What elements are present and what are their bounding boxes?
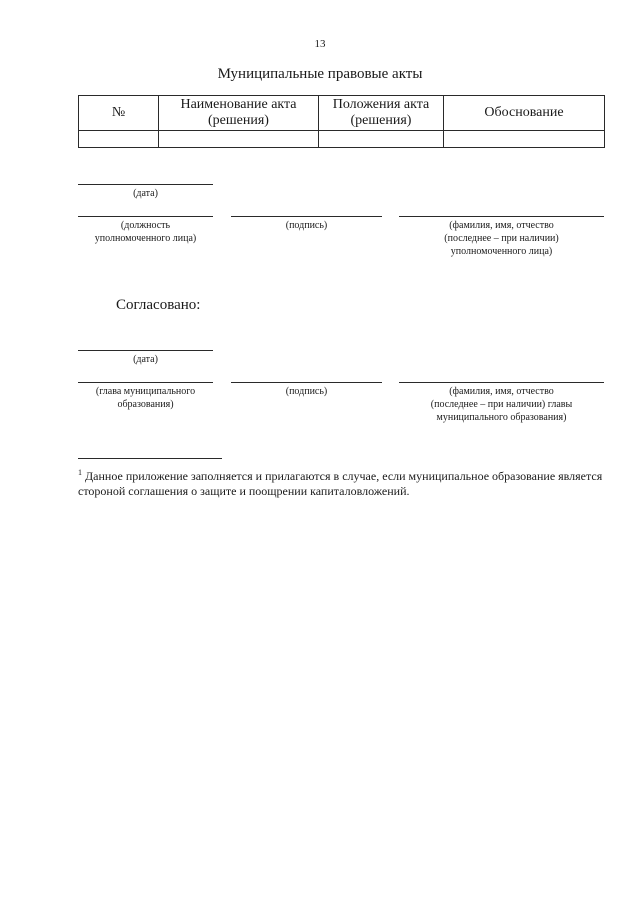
table-header-row — [79, 96, 605, 131]
full-name-caption — [394, 385, 609, 424]
full-name-caption — [394, 219, 609, 258]
full-name-caption-line2: (последнее – при наличии) — [444, 233, 559, 244]
full-name-line — [399, 216, 604, 217]
position-caption-line2: уполномоченного лица) — [94, 233, 197, 244]
table-title: Муниципальные правовые акты — [217, 66, 423, 82]
header-number: № — [79, 96, 159, 131]
full-name-caption-line1: (фамилия, имя, отчество — [449, 220, 554, 231]
position-caption-line2: образования) — [117, 399, 174, 410]
signature-caption: (подпись) — [285, 386, 328, 397]
header-justification: Обоснование — [444, 96, 605, 131]
footnote-text: Данное приложение заполняется и прилагаются в случае, если муниципальное образование является стороной соглашения о защите и поощрении капиталовложений. — [78, 469, 603, 498]
header-act-name-line2: (решения) — [208, 113, 269, 128]
date-caption: (дата) — [133, 354, 158, 365]
full-name-caption-line1: (фамилия, имя, отчество — [449, 386, 554, 397]
table-cell — [444, 131, 605, 148]
full-name-caption-line3: уполномоченного лица) — [450, 246, 553, 257]
position-caption — [68, 219, 223, 245]
table-cell — [319, 131, 444, 148]
header-provisions-line1: Положения акта — [332, 97, 430, 112]
header-provisions — [319, 96, 444, 131]
footnote-separator — [78, 458, 222, 459]
position-caption — [68, 385, 223, 411]
position-caption-line1: (должность — [120, 220, 171, 231]
signature-line — [231, 216, 382, 217]
signature-line — [231, 382, 382, 383]
page-number: 13 — [314, 38, 326, 50]
position-line — [78, 382, 213, 383]
table-cell — [159, 131, 319, 148]
date-caption: (дата) — [133, 188, 158, 199]
agreed-label: Согласовано: — [116, 297, 201, 313]
table-row — [79, 131, 605, 148]
position-caption-line1: (глава муниципального — [95, 386, 196, 397]
legal-acts-table — [78, 95, 605, 148]
header-act-name-line1: Наименование акта — [180, 97, 297, 112]
position-line — [78, 216, 213, 217]
signature-caption: (подпись) — [285, 220, 328, 231]
header-provisions-line2: (решения) — [350, 113, 412, 128]
header-act-name — [159, 96, 319, 131]
full-name-line — [399, 382, 604, 383]
date-line — [78, 350, 213, 351]
full-name-caption-line2: (последнее – при наличии) главы — [430, 399, 573, 410]
footnote-marker: 1 — [78, 468, 82, 477]
footnote — [78, 465, 604, 499]
table-cell — [79, 131, 159, 148]
full-name-caption-line3: муниципального образования) — [436, 412, 567, 423]
date-line — [78, 184, 213, 185]
